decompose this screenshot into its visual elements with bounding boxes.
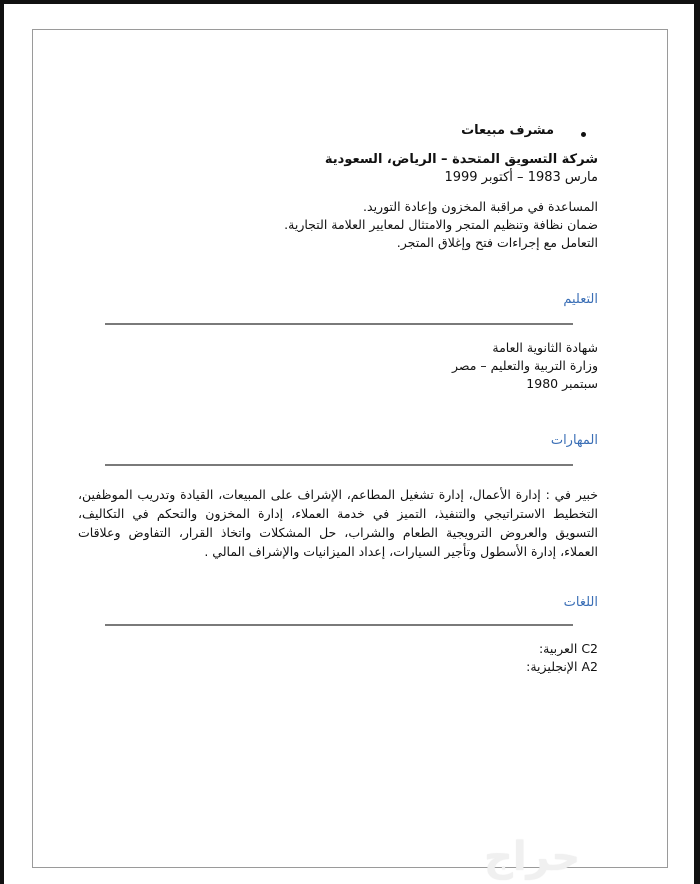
skills-text: خبير في : إدارة الأعمال، إدارة تشغيل المطاعم، الإشراف على المبيعات، القيادة وتدريب الموظفين، التخطيط الاستراتيجي والتنفيذ، التميز في خدمة العملاء، إدارة المخزون والتحكم في التكاليف، التسويق والعروض الترويجية الطعام والشراب، حل المشكلات واتخاذ القرار، التفاوض وعلاقات العملاء، إدارة الأسطول وتأجير السيارات، إعداد الميزانيات والإشراف المالي . — [78, 487, 598, 559]
language-item — [526, 640, 598, 658]
job-title: مشرف مبيعات — [461, 123, 554, 138]
languages-heading: اللغات — [563, 595, 598, 610]
languages-list — [526, 640, 598, 676]
company-name: شركة التسويق المتحدة – الرياض، السعودية — [324, 152, 598, 167]
education-date: سبتمبر 1980 — [526, 376, 598, 391]
language-level: A2 — [581, 659, 598, 674]
resume-content — [4, 4, 694, 884]
duties-list — [284, 198, 598, 252]
degree: شهادة الثانوية العامة — [492, 340, 598, 355]
institution: وزارة التربية والتعليم – مصر — [452, 358, 598, 373]
language-item — [526, 658, 598, 676]
education-block — [452, 339, 598, 393]
document-page — [4, 4, 694, 884]
language-name: العربية: — [538, 641, 578, 656]
watermark-logo: حراج — [484, 834, 581, 880]
language-level: C2 — [581, 641, 598, 656]
education-divider — [105, 323, 573, 325]
education-heading: التعليم — [563, 292, 598, 307]
language-name: الإنجليزية: — [526, 659, 578, 674]
bullet-icon — [581, 132, 586, 137]
skills-divider — [105, 464, 573, 466]
employment-dates: مارس 1983 – أكتوبر 1999 — [444, 170, 598, 185]
duty-item: التعامل مع إجراءات فتح وإغلاق المتجر. — [396, 235, 598, 250]
skills-heading: المهارات — [550, 433, 598, 448]
languages-divider — [105, 624, 573, 626]
duty-item: ضمان نظافة وتنظيم المتجر والامتثال لمعايير العلامة التجارية. — [284, 217, 598, 232]
duty-item: المساعدة في مراقبة المخزون وإعادة التوريد. — [363, 199, 598, 214]
